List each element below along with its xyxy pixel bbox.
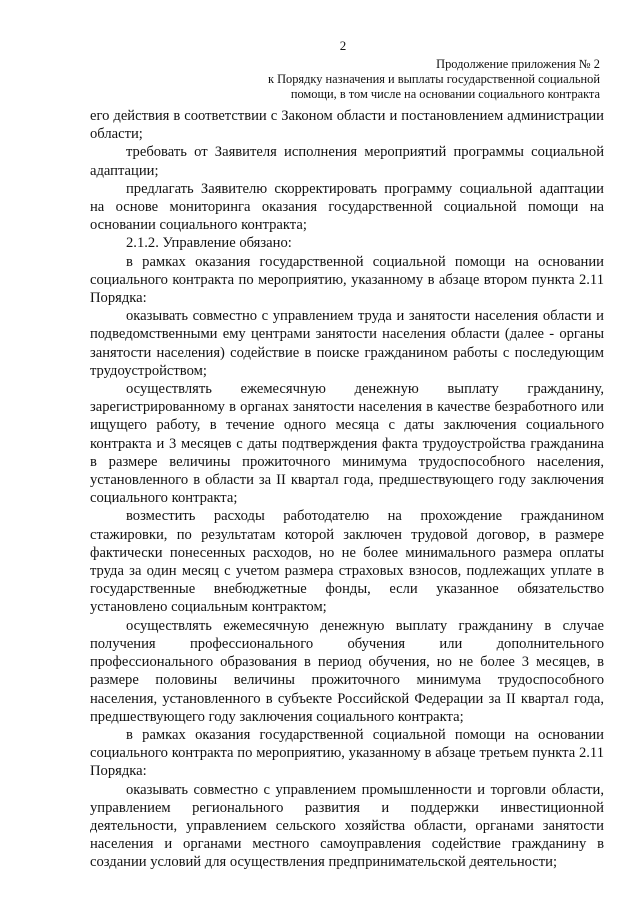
paragraph: осуществлять ежемесячную денежную выплату гражданину, зарегистрированному в органах занятости населения в качестве безработного или ищущего работу, в течение одного месяца с даты заключения социального контракта и 3 месяцев с даты подтверждения факта трудоустройства гражданина в размере величины прожиточного минимума трудоспособного населения, установленного в области за II квартал года, предшествующего году заключения социального контракта; [90,381,604,507]
section-heading: 2.1.2. Управление обязано: [126,235,292,252]
paragraph: предлагать Заявителю скорректировать программу социальной адаптации на основе мониторинга оказания государственной социальной помощи на основании социального контракта; [90,180,604,234]
paragraph: в рамках оказания государственной социальной помощи на основании социального контракта по мероприятию, указанному в абзаце втором пункта 2.11 Порядка: [90,253,604,307]
document-body [90,107,604,872]
appendix-header [220,57,600,102]
paragraph: требовать от Заявителя исполнения мероприятий программы социальной адаптации; [90,144,604,179]
page-number: 2 [339,38,347,53]
paragraph: в рамках оказания государственной социальной помощи на основании социального контракта по мероприятию, указанному в абзаце третьем пункта 2.11 Порядка: [90,726,604,780]
paragraph: осуществлять ежемесячную денежную выплату гражданину в случае получения профессионального обучения или дополнительного профессионального образования в период обучения, но не более 3 месяцев, в размере половины величины прожиточного минимума трудоспособного населения, установленного в субъекте Российской Федерации за II квартал года, предшествующего году заключения социального контракта; [90,617,604,725]
header-line-2: к Порядку назначения и выплаты государственной социальной [267,72,600,86]
header-line-3: помощи, в том числе на основании социального контракта [290,87,600,101]
header-line-1: Продолжение приложения № 2 [436,57,600,71]
paragraph: возместить расходы работодателю на прохождение гражданином стажировки, по результатам которой заключен трудовой договор, в размере фактически понесенных расходов, но не более минимального размера оплаты труда за один месяц с учетом размера страховых взносов, подлежащих уплате в государственные внебюджетные фонды, если указанное обязательство установлено социальным контрактом; [90,508,604,616]
paragraph: оказывать совместно с управлением промышленности и торговли области, управлением регионального развития и поддержки инвестиционной деятельности, управлением сельского хозяйства области, органами занятости населения и органами местного самоуправления содействие гражданину в создании условий для осуществления предпринимательской деятельности; [90,781,604,871]
paragraph: оказывать совместно с управлением труда и занятости населения области и подведомственными ему центрами занятости населения области (далее - органы занятости населения) содействие в поиске гражданином работы с последующим трудоустройством; [90,308,604,379]
paragraph: его действия в соответствии с Законом области и постановлением администрации области; [90,108,604,143]
